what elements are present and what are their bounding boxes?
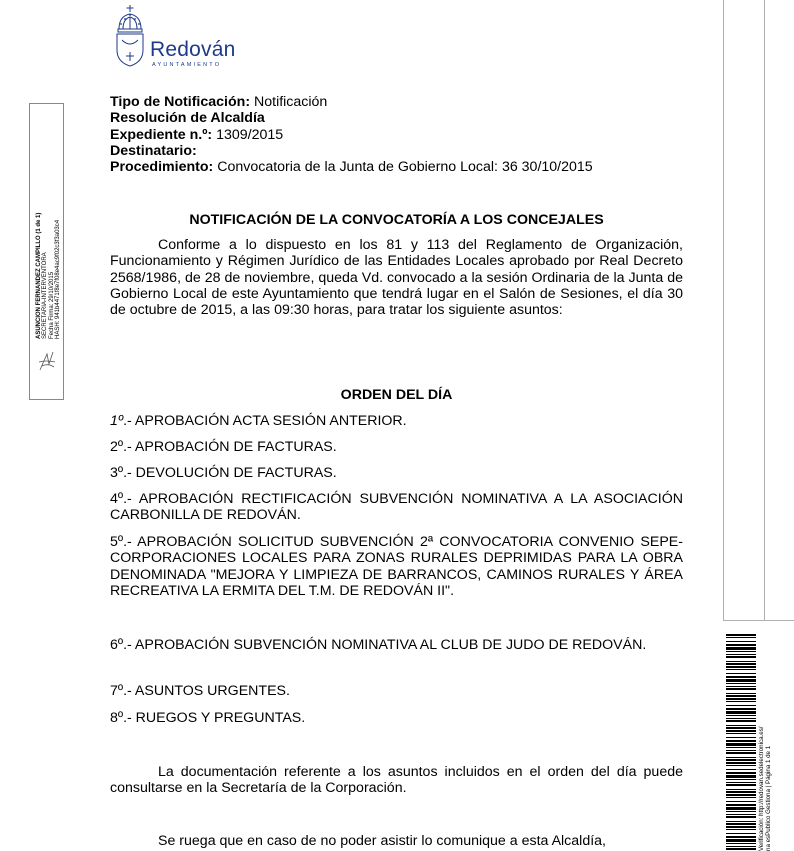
agenda-item-number: 4º xyxy=(110,491,124,507)
agenda-item-4 xyxy=(110,491,683,524)
procedimiento-row xyxy=(110,159,710,175)
agenda-item-3 xyxy=(110,465,683,481)
verification-page: na esPublico Gestiona | Página 1 de 1 xyxy=(765,745,772,851)
agenda-item-text: .- ASUNTOS URGENTES. xyxy=(123,683,290,699)
right-margin-divider xyxy=(723,620,794,621)
agenda-item-number: 1º xyxy=(110,413,124,429)
agenda-item-text: .- APROBACIÓN ACTA SESIÓN ANTERIOR. xyxy=(123,413,407,429)
intro-paragraph: Conforme a lo dispuesto en los 81 y 113 del Reglamento de Organización, Funcionamiento y Régimen Jurídico de las Entidades Locales aprobado por Real Decreto 2568/1986, de 28 de noviembre, queda Vd. convocado a la sesión Ordinaria de la Junta de Gobierno Local de este Ayuntamiento que tendrá lugar en el Salón de Sesiones, el día 30 de octubre de 2015, a las 09:30 horas, para tratar los siguiente asuntos: xyxy=(110,237,683,319)
resolucion-row xyxy=(110,110,710,126)
agenda-item-number: 2º xyxy=(110,439,124,455)
tipo-label: Tipo de Notificación: xyxy=(110,94,251,110)
agenda-title: ORDEN DEL DÍA xyxy=(340,387,453,403)
tipo-row xyxy=(110,94,710,110)
agenda-item-number: 3º xyxy=(110,465,124,481)
coat-of-arms-icon xyxy=(110,4,150,74)
notification-header xyxy=(110,94,710,175)
logo-subtitle: AYUNTAMIENTO xyxy=(152,62,222,68)
logo-name: Redován xyxy=(150,38,236,61)
agenda-item-7 xyxy=(110,683,683,699)
agenda-item-number: 5º xyxy=(110,534,124,550)
destinatario-label: Destinatario: xyxy=(110,142,197,159)
expediente-label: Expediente n.º: xyxy=(110,126,213,143)
agenda-item-text: .- APROBACIÓN RECTIFICACIÓN SUBVENCIÓN NOMINATIVA A LA ASOCIACIÓN CARBONILLA DE REDOVÁN. xyxy=(110,491,683,524)
expediente-row xyxy=(110,127,710,143)
stamp-role: SECRETARIA-INTERVENTORA xyxy=(42,252,49,339)
tipo-value: Notificación xyxy=(250,94,328,110)
resolucion-label: Resolución de Alcaldía xyxy=(110,110,265,127)
agenda-item-8 xyxy=(110,710,683,726)
verification-url: Verificación: http://redovan.sedelectronica.es/ xyxy=(758,726,765,851)
agenda-item-1 xyxy=(110,413,683,429)
destinatario-row xyxy=(110,143,710,159)
documentation-paragraph: La documentación referente a los asuntos incluidos en el orden del día puede consultarse en la Secretaría de la Corporación. xyxy=(110,764,683,797)
notice-title: NOTIFICACIÓN DE LA CONVOCATORÍA A LOS CONCEJALES xyxy=(189,212,604,228)
agenda-item-number: 8º xyxy=(110,710,124,726)
agenda-item-text: .- APROBACIÓN SUBVENCIÓN NOMINATIVA AL CLUB DE JUDO DE REDOVÁN. xyxy=(123,637,647,653)
municipal-logo xyxy=(110,4,260,74)
agenda-item-text: .- RUEGOS Y PREGUNTAS. xyxy=(123,710,306,726)
stamp-signer: ASUNCION FERNANDEZ CAMPILLO (1 de 1) xyxy=(36,212,42,339)
agenda-item-2 xyxy=(110,439,683,455)
agenda-item-text: .- APROBACIÓN DE FACTURAS. xyxy=(123,439,337,455)
right-margin-rail xyxy=(723,0,765,620)
agenda-item-number: 7º xyxy=(110,683,124,699)
agenda-item-6 xyxy=(110,637,683,653)
stamp-hash: HASH: 941b4471f8e7f08e4ac9f02c3f3a03c4 xyxy=(55,219,62,339)
verification-barcode-icon xyxy=(726,634,756,851)
signature-stamp xyxy=(29,103,64,400)
procedimiento-value: Convocatoria de la Junta de Gobierno Local: 36 30/10/2015 xyxy=(213,159,593,176)
expediente-value: 1309/2015 xyxy=(212,126,284,143)
procedimiento-label: Procedimiento: xyxy=(110,159,214,176)
signature-scribble-icon xyxy=(37,350,57,374)
agenda-item-5 xyxy=(110,534,683,599)
closing-paragraph: Se ruega que en caso de no poder asistir lo comunique a esta Alcaldía, xyxy=(158,833,606,849)
agenda-item-number: 6º xyxy=(110,637,124,653)
agenda-item-text: .- APROBACIÓN SOLICITUD SUBVENCIÓN 2ª CONVOCATORIA CONVENIO SEPE-CORPORACIONES LOCALES PARA ZONAS RURALES DEPRIMIDAS PARA LA OBRA DENOMINADA "MEJORA Y LIMPIEZA DE BARRANCOS, CAMINOS RURALES Y ÁREA RECREATIVA LA ERMITA DEL T.M. DE REDOVÁN II". xyxy=(110,534,683,599)
stamp-date: Fecha Firma: 29/10/2015 xyxy=(48,271,55,339)
agenda-item-text: .- DEVOLUCIÓN DE FACTURAS. xyxy=(123,465,337,481)
verification-text xyxy=(758,631,772,851)
